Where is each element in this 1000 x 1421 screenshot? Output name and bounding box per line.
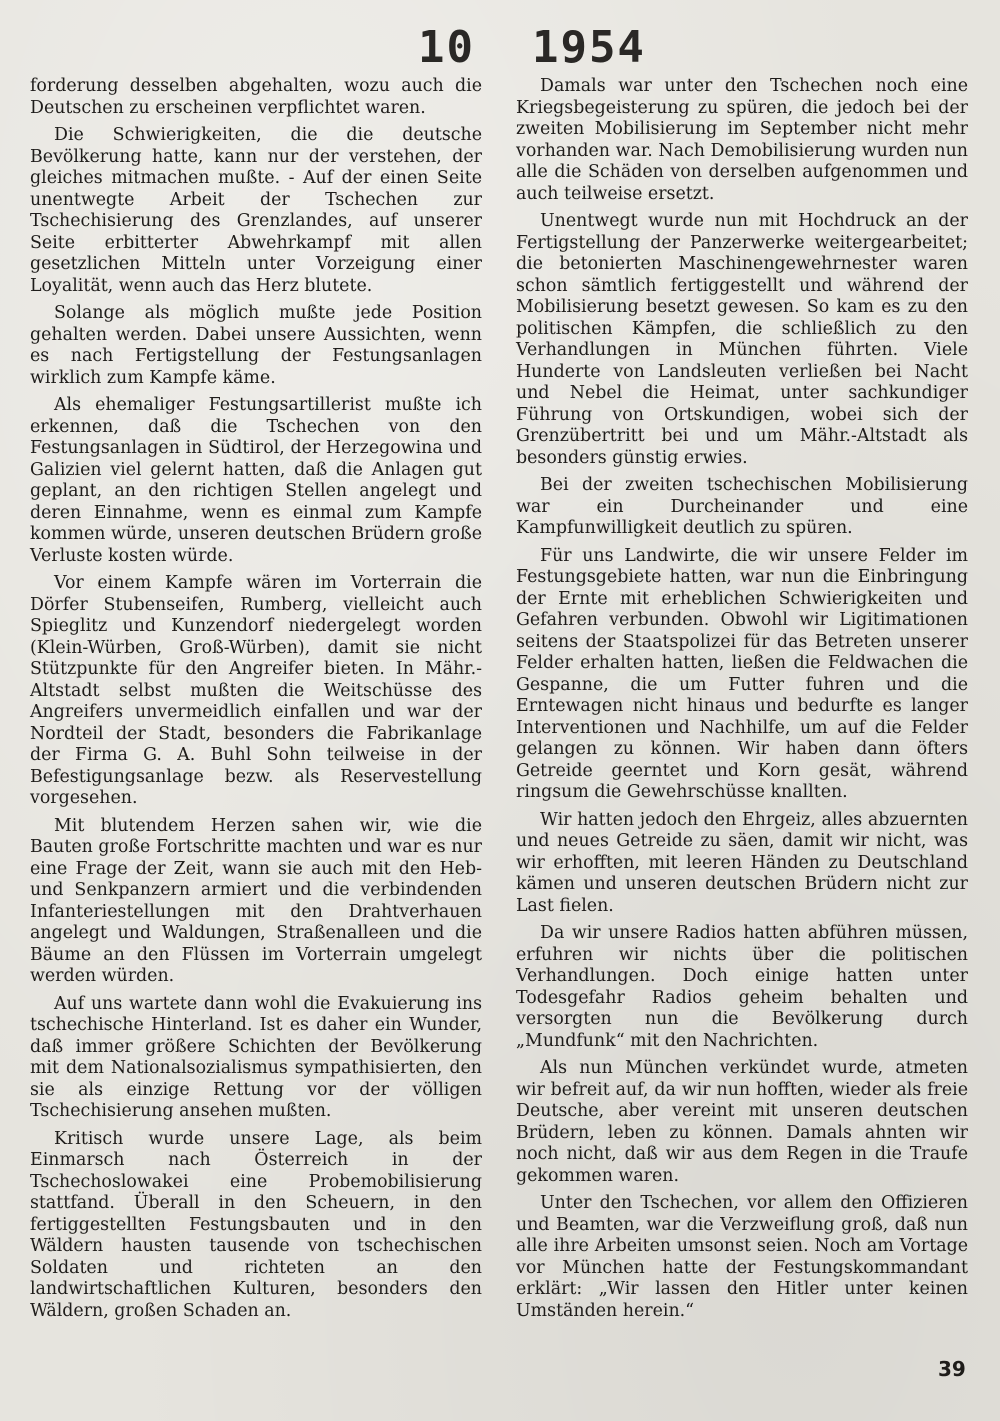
right-column bbox=[516, 76, 968, 1328]
paragraph: Vor einem Kampfe wären im Vorterrain die Dörfer Stubenseifen, Rumberg, vielleicht auch Spieglitz und Kunzendorf niedergelegt worden (Klein-Würben, Groß-Würben), damit sie nicht Stützpunkte für den Angreifer bieten. In Mähr.-Altstadt selbst mußten die Weitschüsse des Angreifers unvermeidlich einfallen und war der Nordteil der Stadt, besonders die Fabrikanlage der Firma G. A. Buhl Sohn teilweise in der Befestigungsanlage bezw. als Reservestellung vorgesehen. bbox=[30, 573, 482, 808]
paragraph: Unentwegt wurde nun mit Hochdruck an der Fertigstellung der Panzerwerke weitergearbeitet; die betonierten Maschinengewehrnester waren schon sämtlich fertiggestellt und während der Mobilisierung besetzt gewesen. So kam es zu den politischen Kämpfen, die schließlich zu den Verhandlungen in München führten. Viele Hunderte von Landsleuten verließen bei Nacht und Nebel die Heimat, unter sachkundiger Führung von Ortskundigen, wobei sich der Grenzübertritt bei und um Mähr.-Altstadt als besonders günstig erwies. bbox=[516, 211, 968, 468]
paragraph: Die Schwierigkeiten, die die deutsche Bevölkerung hatte, kann nur der verstehen, der gleiches mitmachen mußte. - Auf der einen Seite unentwegte Arbeit der Tschechen zur Tschechisierung des Grenzlandes, auf unserer Seite erbitterter Abwehrkampf mit allen gesetzlichen Mitteln unter Vorzeigung einer Loyalität, wenn auch das Herz blutete. bbox=[30, 125, 482, 296]
paragraph: Als ehemaliger Festungsartillerist mußte ich erkennen, daß die Tschechen von den Festungsanlagen in Südtirol, der Herzegowina und Galizien viel gelernt hatten, daß die Anlagen gut geplant, an den richtigen Stellen angelegt und deren Einnahme, wenn es einmal zum Kampfe kommen würde, unseren deutschen Brüdern große Verluste kosten würde. bbox=[30, 395, 482, 566]
left-column bbox=[30, 76, 482, 1328]
paragraph: Bei der zweiten tschechischen Mobilisierung war ein Durcheinander und eine Kampfunwilligkeit deutlich zu spüren. bbox=[516, 475, 968, 538]
issue-stamp: 10 1954 bbox=[418, 22, 646, 73]
paragraph: Da wir unsere Radios hatten abführen müssen, erfuhren wir nichts über die politischen Verhandlungen. Doch einige hatten unter Todesgefahr Radios geheim behalten und versorgten nun die Bevölkerung durch „Mundfunk“ mit den Nachrichten. bbox=[516, 923, 968, 1051]
paragraph: Solange als möglich mußte jede Position gehalten werden. Dabei unsere Aussichten, wenn es nach Fertigstellung der Festungsanlagen wirklich zum Kampfe käme. bbox=[30, 303, 482, 388]
paragraph: Wir hatten jedoch den Ehrgeiz, alles abzuernten und neues Getreide zu säen, damit wir nicht, was wir erhofften, mit leeren Händen zu Deutschland kämen und unseren deutschen Brüdern nicht zur Last fielen. bbox=[516, 809, 968, 916]
paragraph: Als nun München verkündet wurde, atmeten wir befreit auf, da wir nun hofften, wieder als freie Deutsche, aber vereint mit unseren deutschen Brüdern, leben zu können. Damals ahnten wir noch nicht, daß wir aus dem Regen in die Traufe gekommen waren. bbox=[516, 1058, 968, 1186]
paragraph: Damals war unter den Tschechen noch eine Kriegsbegeisterung zu spüren, die jedoch bei der zweiten Mobilisierung im September nicht mehr vorhanden war. Nach Demobilisierung wurden nun alle die Schäden von derselben aufgenommen und auch teilweise ersetzt. bbox=[516, 76, 968, 204]
paragraph: forderung desselben abgehalten, wozu auch die Deutschen zu erscheinen verpflichtet waren. bbox=[30, 76, 482, 118]
paragraph: Kritisch wurde unsere Lage, als beim Einmarsch nach Österreich in der Tschechoslowakei eine Probemobilisierung stattfand. Überall in den Scheuern, in den fertiggestellten Festungsbauten und in den Wäldern hausten tausende von tschechischen Soldaten und richteten an den landwirtschaftlichen Kulturen, besonders den Wäldern, großen Schaden an. bbox=[30, 1128, 482, 1321]
page-number: 39 bbox=[938, 1357, 966, 1381]
paragraph: Auf uns wartete dann wohl die Evakuierung ins tschechische Hinterland. Ist es daher ein Wunder, daß immer größere Schichten der Bevölkerung mit dem Nationalsozialismus sympathisierten, den sie als einzige Rettung vor der völligen Tschechisierung ansehen mußten. bbox=[30, 993, 482, 1121]
paragraph: Unter den Tschechen, vor allem den Offizieren und Beamten, war die Verzweiflung groß, daß nun alle ihre Arbeiten umsonst seien. Noch am Vortage vor München hatte der Festungskommandant erklärt: „Wir lassen den Hitler unter keinen Umständen herein.“ bbox=[516, 1193, 968, 1321]
paragraph: Für uns Landwirte, die wir unsere Felder im Festungsgebiete hatten, war nun die Einbringung der Ernte mit erheblichen Schwierigkeiten und Gefahren verbunden. Obwohl wir Ligitimationen seitens der Staatspolizei für das Betreten unserer Felder erhalten hatten, ließen die Feldwachen die Gespanne, die um Futter fuhren und die Erntewagen nicht hinaus und bedurfte es langer Interventionen und Nachhilfe, um auf die Felder gelangen zu können. Wir haben dann öfters Getreide geerntet und Korn gesät, während ringsum die Gewehrschüsse knallten. bbox=[516, 545, 968, 802]
paragraph: Mit blutendem Herzen sahen wir, wie die Bauten große Fortschritte machten und war es nur eine Frage der Zeit, wann sie auch mit den Heb- und Senkpanzern armiert und die verbindenden Infanteriestellungen mit den Drahtverhauen angelegt und Waldungen, Straßenalleen und die Bäume an den Flüssen im Vorterrain umgelegt werden würden. bbox=[30, 815, 482, 986]
